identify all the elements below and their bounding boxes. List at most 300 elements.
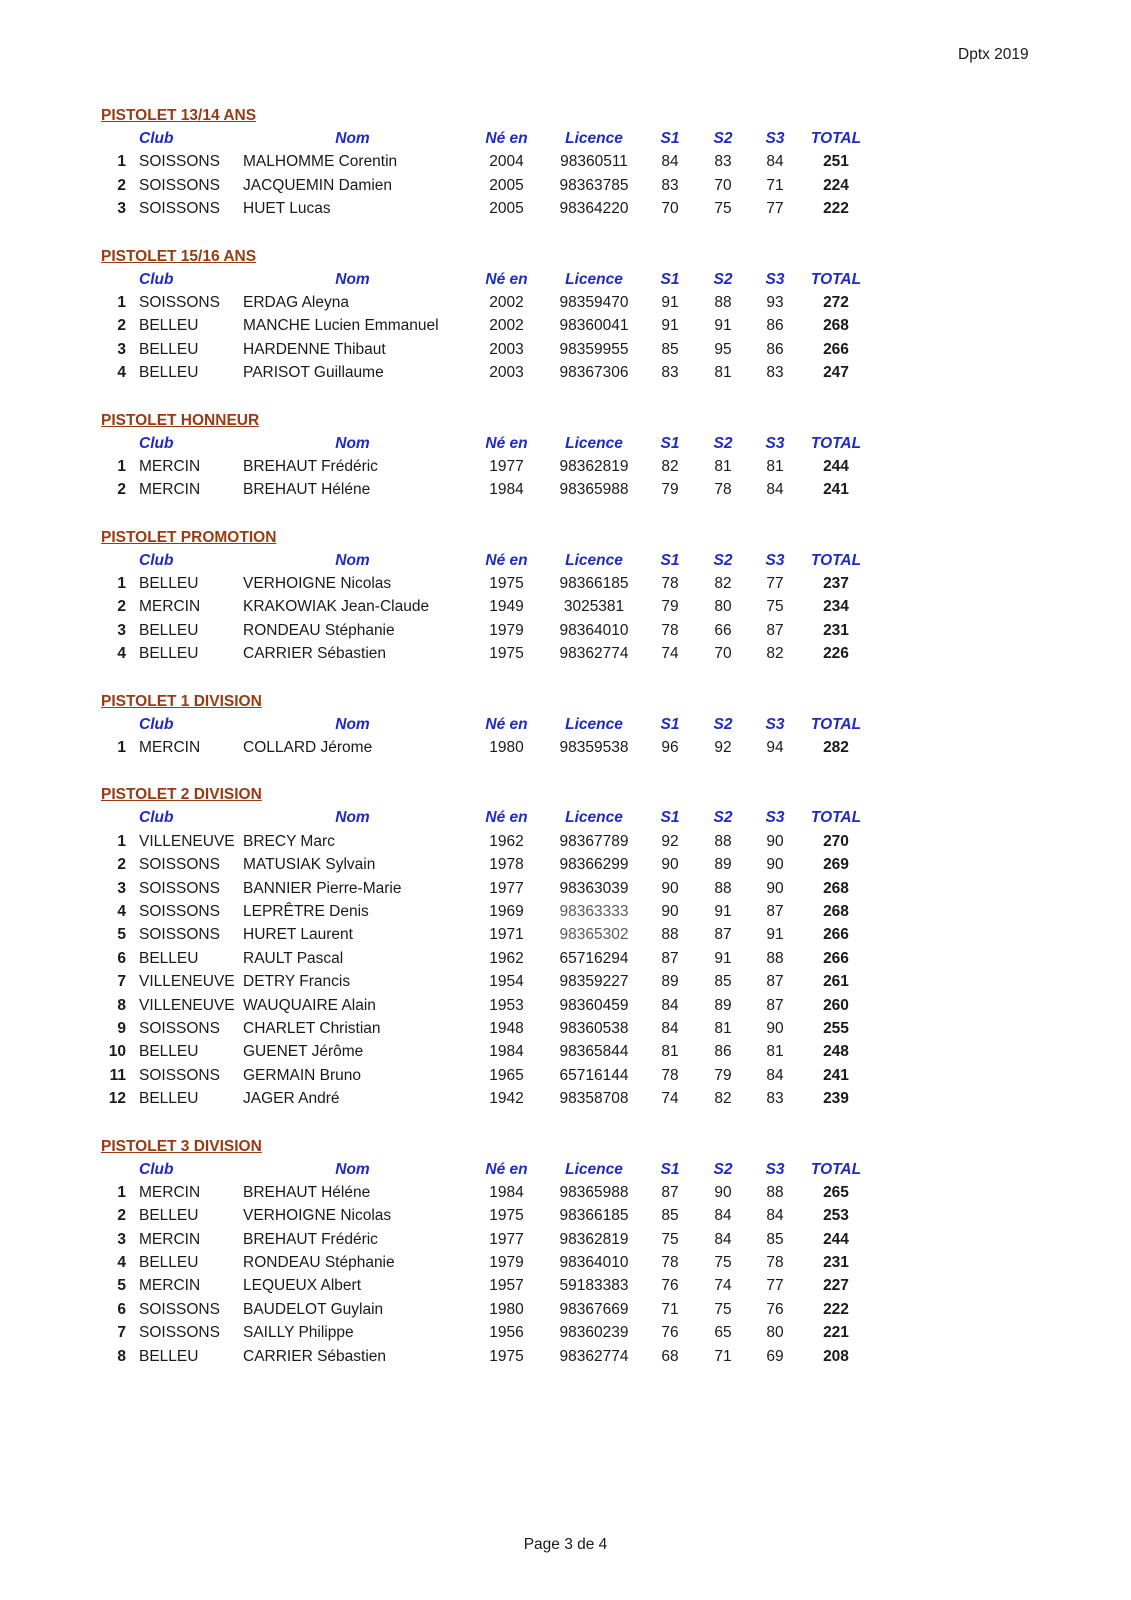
cell-s3: 90 <box>766 832 784 850</box>
cell-s2: 80 <box>714 598 732 616</box>
cell-club: MERCIN <box>139 1183 201 1201</box>
cell-s2: 75 <box>714 200 732 218</box>
cell-s2: 66 <box>714 621 732 639</box>
table-row <box>0 197 1131 220</box>
table-row <box>0 1087 1131 1110</box>
cell-s1: 90 <box>661 856 679 874</box>
cell-licence: 98359227 <box>559 973 629 991</box>
cell-total: 239 <box>823 1090 849 1108</box>
cell-s3: 84 <box>766 1207 784 1225</box>
table-row <box>0 900 1131 923</box>
column-header-licence: Licence <box>565 809 623 827</box>
cell-rank: 4 <box>117 645 126 663</box>
cell-total: 227 <box>823 1277 849 1295</box>
cell-club: BELLEU <box>139 364 199 382</box>
cell-rank: 4 <box>117 902 126 920</box>
column-header-club: Club <box>139 1160 174 1178</box>
cell-club: SOISSONS <box>139 926 220 944</box>
table-header <box>0 806 1131 829</box>
cell-s2: 88 <box>714 879 732 897</box>
cell-club: SOISSONS <box>139 293 220 311</box>
results-section <box>0 104 1131 245</box>
section-title: PISTOLET 13/14 ANS <box>101 107 257 124</box>
cell-licence: 98363785 <box>559 176 629 194</box>
cell-ne: 1975 <box>489 1207 524 1225</box>
cell-ne: 1962 <box>489 832 524 850</box>
cell-s1: 75 <box>661 1230 679 1248</box>
cell-club: MERCIN <box>139 457 201 475</box>
cell-total: 260 <box>823 996 849 1014</box>
cell-licence: 65716144 <box>559 1066 629 1084</box>
cell-ne: 1980 <box>489 1300 524 1318</box>
cell-nom: MALHOMME Corentin <box>243 153 398 171</box>
table-row <box>0 1040 1131 1063</box>
cell-rank: 2 <box>117 176 126 194</box>
cell-total: 244 <box>823 1230 849 1248</box>
cell-ne: 2005 <box>489 200 524 218</box>
table-row <box>0 1321 1131 1344</box>
column-header-ne-en: Né en <box>485 434 528 452</box>
cell-s1: 87 <box>661 1183 679 1201</box>
cell-rank: 2 <box>117 856 126 874</box>
column-header-s2: S2 <box>713 270 733 288</box>
cell-licence: 98366185 <box>559 1207 629 1225</box>
cell-club: MERCIN <box>139 481 201 499</box>
cell-s3: 83 <box>766 1090 784 1108</box>
cell-total: 231 <box>823 621 849 639</box>
cell-total: 247 <box>823 364 849 382</box>
cell-s1: 91 <box>661 293 679 311</box>
cell-s1: 74 <box>661 645 679 663</box>
table-row <box>0 642 1131 665</box>
table-row <box>0 595 1131 618</box>
cell-rank: 12 <box>108 1090 126 1108</box>
column-header-ne-en: Né en <box>485 715 528 733</box>
column-header-club: Club <box>139 130 174 147</box>
cell-ne: 1942 <box>489 1090 524 1108</box>
table-row <box>0 455 1131 478</box>
cell-rank: 9 <box>117 1019 126 1037</box>
cell-s3: 84 <box>766 1066 784 1084</box>
cell-ne: 1954 <box>489 973 524 991</box>
column-header-s2: S2 <box>713 130 733 147</box>
results-section <box>0 526 1131 690</box>
column-header-nom: Nom <box>335 715 370 733</box>
cell-s1: 71 <box>661 1300 679 1318</box>
table-row <box>0 877 1131 900</box>
cell-licence: 98359955 <box>559 340 629 358</box>
cell-s1: 76 <box>661 1324 679 1342</box>
section-title: PISTOLET HONNEUR <box>101 411 260 429</box>
results-section <box>0 690 1131 784</box>
cell-ne: 1956 <box>489 1324 524 1342</box>
section-title: PISTOLET 15/16 ANS <box>101 247 257 265</box>
cell-s2: 81 <box>714 457 732 475</box>
column-header-nom: Nom <box>335 130 370 147</box>
cell-rank: 7 <box>117 1324 126 1342</box>
cell-s2: 88 <box>714 832 732 850</box>
cell-s1: 79 <box>661 598 679 616</box>
column-header-s1: S1 <box>660 809 680 827</box>
cell-nom: BRECY Marc <box>243 832 335 850</box>
cell-club: SOISSONS <box>139 1066 220 1084</box>
cell-s3: 77 <box>766 1277 784 1295</box>
cell-total: 253 <box>823 1207 849 1225</box>
cell-s1: 91 <box>661 317 679 335</box>
cell-ne: 1953 <box>489 996 524 1014</box>
cell-club: MERCIN <box>139 598 201 616</box>
cell-ne: 2002 <box>489 317 524 335</box>
column-header-club: Club <box>139 434 174 452</box>
cell-nom: JAGER André <box>243 1090 340 1108</box>
cell-nom: BAUDELOT Guylain <box>243 1300 384 1318</box>
cell-nom: LEPRÊTRE Denis <box>243 902 369 920</box>
cell-ne: 1948 <box>489 1019 524 1037</box>
page-number: Page 3 de 4 <box>523 1536 608 1553</box>
table-row <box>0 830 1131 853</box>
cell-licence: 98367669 <box>559 1300 629 1318</box>
section-title: PISTOLET 2 DIVISION <box>101 786 262 804</box>
cell-club: BELLEU <box>139 1347 199 1365</box>
cell-s3: 85 <box>766 1230 784 1248</box>
column-header-s1: S1 <box>660 1160 680 1178</box>
cell-s3: 86 <box>766 340 784 358</box>
table-row <box>0 291 1131 314</box>
cell-s1: 76 <box>661 1277 679 1295</box>
table-row <box>0 923 1131 946</box>
cell-s2: 65 <box>714 1324 732 1342</box>
column-header-nom: Nom <box>335 270 370 288</box>
cell-s2: 82 <box>714 1090 732 1108</box>
cell-s1: 90 <box>661 879 679 897</box>
cell-nom: BREHAUT Héléne <box>243 1183 371 1201</box>
cell-club: SOISSONS <box>139 1300 220 1318</box>
column-header-s3: S3 <box>765 1160 785 1178</box>
table-row <box>0 736 1131 759</box>
cell-licence: 98364010 <box>559 621 629 639</box>
cell-s2: 74 <box>714 1277 732 1295</box>
column-header-licence: Licence <box>565 551 623 569</box>
cell-total: 268 <box>823 902 849 920</box>
cell-total: 231 <box>823 1254 849 1272</box>
table-row <box>0 314 1131 337</box>
cell-licence: 98365844 <box>559 1043 629 1061</box>
cell-s1: 83 <box>661 364 679 382</box>
cell-s2: 88 <box>714 293 732 311</box>
cell-total: 222 <box>823 200 849 218</box>
cell-s3: 88 <box>766 1183 784 1201</box>
cell-rank: 6 <box>117 949 126 967</box>
cell-s1: 92 <box>661 832 679 850</box>
cell-rank: 1 <box>117 457 126 475</box>
cell-ne: 2004 <box>489 153 524 171</box>
cell-s3: 87 <box>766 996 784 1014</box>
cell-total: 266 <box>823 340 849 358</box>
cell-s1: 84 <box>661 996 679 1014</box>
cell-nom: MATUSIAK Sylvain <box>243 856 376 874</box>
cell-rank: 8 <box>117 1347 126 1365</box>
cell-s2: 71 <box>714 1347 732 1365</box>
column-header-ne-en: Né en <box>485 270 528 288</box>
cell-rank: 1 <box>117 575 126 593</box>
section-title: PISTOLET 1 DIVISION <box>101 692 262 710</box>
column-header-ne-en: Né en <box>485 1160 528 1178</box>
cell-s1: 82 <box>661 457 679 475</box>
cell-licence: 98363333 <box>559 902 629 920</box>
cell-club: VILLENEUVE <box>139 973 235 991</box>
cell-total: 244 <box>823 457 849 475</box>
cell-rank: 10 <box>108 1043 126 1061</box>
cell-ne: 1980 <box>489 739 524 757</box>
cell-s2: 82 <box>714 575 732 593</box>
cell-nom: CHARLET Christian <box>243 1019 381 1037</box>
column-header-total: TOTAL <box>810 1160 862 1178</box>
cell-total: 255 <box>823 1019 849 1037</box>
cell-nom: KRAKOWIAK Jean-Claude <box>243 598 430 616</box>
table-header <box>0 268 1131 291</box>
document-code: Dptx 2019 <box>958 46 1029 63</box>
cell-club: BELLEU <box>139 1254 199 1272</box>
cell-nom: MANCHE Lucien Emmanuel <box>243 317 439 335</box>
cell-total: 268 <box>823 879 849 897</box>
cell-total: 241 <box>823 1066 849 1084</box>
cell-s2: 91 <box>714 902 732 920</box>
cell-ne: 1984 <box>489 481 524 499</box>
cell-licence: 98364010 <box>559 1254 629 1272</box>
cell-ne: 1978 <box>489 856 524 874</box>
cell-s3: 90 <box>766 1019 784 1037</box>
cell-total: 269 <box>823 856 849 874</box>
cell-s3: 77 <box>766 575 784 593</box>
cell-total: 222 <box>823 1300 849 1318</box>
cell-s3: 94 <box>766 739 784 757</box>
cell-ne: 1975 <box>489 645 524 663</box>
cell-nom: BANNIER Pierre-Marie <box>243 879 402 897</box>
cell-rank: 4 <box>117 364 126 382</box>
cell-rank: 3 <box>117 1230 126 1248</box>
cell-licence: 98360041 <box>559 317 629 335</box>
column-header-club: Club <box>139 270 174 288</box>
cell-s2: 89 <box>714 856 732 874</box>
cell-rank: 2 <box>117 481 126 499</box>
cell-s1: 96 <box>661 739 679 757</box>
cell-ne: 1971 <box>489 926 524 944</box>
cell-licence: 98366185 <box>559 575 629 593</box>
cell-ne: 1984 <box>489 1183 524 1201</box>
column-header-nom: Nom <box>335 551 370 569</box>
table-header <box>0 1158 1131 1181</box>
cell-ne: 1975 <box>489 575 524 593</box>
results-section <box>0 1135 1131 1369</box>
cell-ne: 1979 <box>489 1254 524 1272</box>
cell-club: BELLEU <box>139 1090 199 1108</box>
cell-club: BELLEU <box>139 340 199 358</box>
cell-s2: 79 <box>714 1066 732 1084</box>
cell-s2: 86 <box>714 1043 732 1061</box>
cell-club: MERCIN <box>139 739 201 757</box>
cell-s3: 76 <box>766 1300 784 1318</box>
cell-total: 282 <box>823 739 849 757</box>
cell-s1: 85 <box>661 1207 679 1225</box>
cell-s3: 77 <box>766 200 784 218</box>
cell-s2: 70 <box>714 645 732 663</box>
column-header-licence: Licence <box>565 434 623 452</box>
cell-rank: 1 <box>117 153 126 171</box>
cell-s2: 81 <box>714 1019 732 1037</box>
cell-s1: 70 <box>661 200 679 218</box>
cell-rank: 4 <box>117 1254 126 1272</box>
cell-club: SOISSONS <box>139 153 220 171</box>
cell-nom: GUENET Jérôme <box>243 1043 364 1061</box>
cell-licence: 98365988 <box>559 481 629 499</box>
section-title: PISTOLET PROMOTION <box>101 528 277 546</box>
results-section <box>0 783 1131 1134</box>
cell-ne: 1979 <box>489 621 524 639</box>
table-row <box>0 572 1131 595</box>
cell-club: BELLEU <box>139 1207 199 1225</box>
cell-nom: ERDAG Aleyna <box>243 293 349 311</box>
cell-s2: 70 <box>714 176 732 194</box>
cell-licence: 98365302 <box>559 926 629 944</box>
column-header-total: TOTAL <box>810 551 862 569</box>
cell-s3: 88 <box>766 949 784 967</box>
cell-s3: 69 <box>766 1347 784 1365</box>
cell-licence: 98362819 <box>559 1230 629 1248</box>
cell-nom: COLLARD Jérome <box>243 739 373 757</box>
table-row <box>0 1274 1131 1297</box>
cell-licence: 98360538 <box>559 1019 629 1037</box>
cell-club: SOISSONS <box>139 176 220 194</box>
cell-s1: 74 <box>661 1090 679 1108</box>
cell-club: SOISSONS <box>139 200 220 218</box>
column-header-s2: S2 <box>713 715 733 733</box>
cell-s3: 84 <box>766 153 784 171</box>
section-title: PISTOLET 3 DIVISION <box>101 1137 262 1155</box>
column-header-licence: Licence <box>565 715 623 733</box>
cell-total: 237 <box>823 575 849 593</box>
cell-total: 224 <box>823 176 849 194</box>
cell-total: 226 <box>823 645 849 663</box>
cell-club: MERCIN <box>139 1277 201 1295</box>
cell-ne: 2003 <box>489 340 524 358</box>
table-row <box>0 338 1131 361</box>
cell-nom: PARISOT Guillaume <box>243 364 384 382</box>
cell-club: SOISSONS <box>139 902 220 920</box>
cell-club: BELLEU <box>139 317 199 335</box>
column-header-s1: S1 <box>660 551 680 569</box>
cell-total: 208 <box>823 1347 849 1365</box>
cell-rank: 3 <box>117 340 126 358</box>
cell-total: 266 <box>823 926 849 944</box>
column-header-total: TOTAL <box>810 270 862 288</box>
cell-s1: 85 <box>661 340 679 358</box>
cell-rank: 5 <box>117 1277 126 1295</box>
column-header-nom: Nom <box>335 434 370 452</box>
cell-s3: 81 <box>766 457 784 475</box>
cell-nom: HURET Laurent <box>243 926 353 944</box>
cell-total: 221 <box>823 1324 849 1342</box>
column-header-total: TOTAL <box>810 434 862 452</box>
cell-s3: 93 <box>766 293 784 311</box>
cell-nom: BREHAUT Frédéric <box>243 1230 378 1248</box>
cell-rank: 2 <box>117 598 126 616</box>
table-row <box>0 1298 1131 1321</box>
column-header-s3: S3 <box>765 551 785 569</box>
cell-licence: 98366299 <box>559 856 629 874</box>
cell-licence: 98358708 <box>559 1090 629 1108</box>
cell-total: 268 <box>823 317 849 335</box>
column-header-total: TOTAL <box>810 715 862 733</box>
cell-licence: 98364220 <box>559 200 629 218</box>
cell-licence: 98359470 <box>559 293 629 311</box>
table-row <box>0 1064 1131 1087</box>
cell-club: MERCIN <box>139 1230 201 1248</box>
cell-s1: 68 <box>661 1347 679 1365</box>
column-header-nom: Nom <box>335 809 370 827</box>
cell-total: 248 <box>823 1043 849 1061</box>
cell-licence: 98360511 <box>560 153 628 171</box>
cell-ne: 1949 <box>489 598 524 616</box>
table-row <box>0 1017 1131 1040</box>
cell-s3: 71 <box>766 176 784 194</box>
cell-licence: 65716294 <box>559 949 629 967</box>
table-row <box>0 1345 1131 1368</box>
cell-nom: HUET Lucas <box>243 200 331 218</box>
column-header-s1: S1 <box>660 270 680 288</box>
table-row <box>0 994 1131 1017</box>
cell-s2: 81 <box>714 364 732 382</box>
column-header-club: Club <box>139 809 174 827</box>
cell-total: 261 <box>823 973 849 991</box>
cell-nom: RONDEAU Stéphanie <box>243 621 395 639</box>
cell-s3: 90 <box>766 879 784 897</box>
cell-licence: 98365988 <box>559 1183 629 1201</box>
cell-s2: 89 <box>714 996 732 1014</box>
cell-s1: 78 <box>661 1066 679 1084</box>
cell-s2: 83 <box>714 153 732 171</box>
cell-rank: 8 <box>117 996 126 1014</box>
cell-nom: DETRY Francis <box>243 973 351 991</box>
column-header-s3: S3 <box>765 270 785 288</box>
cell-s3: 80 <box>766 1324 784 1342</box>
column-header-ne-en: Né en <box>485 551 528 569</box>
cell-total: 266 <box>823 949 849 967</box>
cell-nom: RONDEAU Stéphanie <box>243 1254 395 1272</box>
cell-ne: 1977 <box>489 457 524 475</box>
cell-licence: 59183383 <box>559 1277 629 1295</box>
cell-rank: 1 <box>117 739 126 757</box>
cell-rank: 3 <box>117 879 126 897</box>
column-header-total: TOTAL <box>810 130 862 147</box>
cell-s2: 87 <box>714 926 732 944</box>
cell-rank: 1 <box>117 832 126 850</box>
column-header-ne-en: Né en <box>485 130 528 147</box>
cell-s2: 84 <box>714 1207 732 1225</box>
table-row <box>0 361 1131 384</box>
column-header-club: Club <box>139 551 174 569</box>
cell-ne: 2003 <box>489 364 524 382</box>
cell-total: 234 <box>823 598 849 616</box>
cell-ne: 1965 <box>489 1066 524 1084</box>
cell-s2: 95 <box>714 340 732 358</box>
cell-licence: 3025381 <box>563 598 625 616</box>
cell-s1: 83 <box>661 176 679 194</box>
cell-nom: WAUQUAIRE Alain <box>243 996 376 1014</box>
table-row <box>0 619 1131 642</box>
cell-nom: BREHAUT Frédéric <box>243 457 378 475</box>
table-row <box>0 1228 1131 1251</box>
column-header-s2: S2 <box>713 434 733 452</box>
